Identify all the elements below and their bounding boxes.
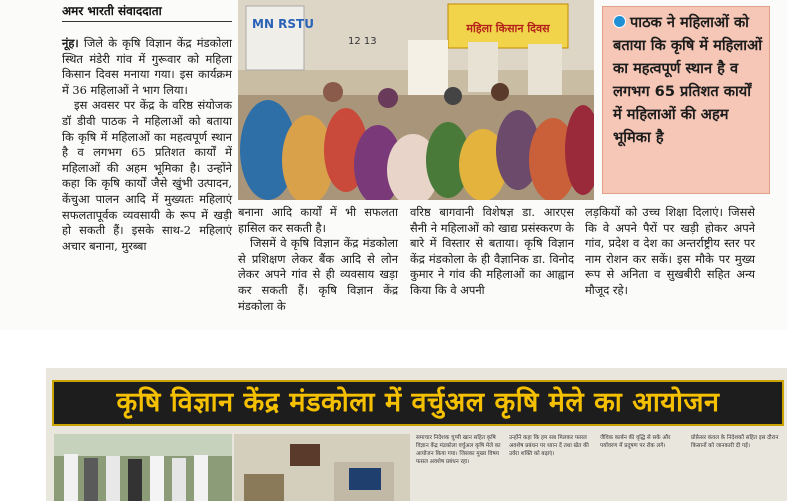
paragraph: इस अवसर पर केंद्र के वरिष्ठ संयोजक डॉ डीवी पाठक ने महिलाओं को बताया कि कृषि में महिलाओं का महत्वपूर्ण स्थान है व लगभग 65 प्रतिशत कार्यों में महिलाओं की अहम भूमिका है। उन्होंने कहा कि कृषि कार्यों जैसे खुंभी उत्पादन, केंचुआ पालन आदि में मुख्यतः महिलाएं सफलतापूर्वक व्यवसायी के रूप में खड़ी हो सकती हैं। इसके साथ-2 महिलाएं अचार बनाना, मुरब्बा <box>62 98 232 253</box>
bullet-icon <box>613 15 626 28</box>
paragraph: वरिष्ठ बागवानी विशेषज्ञ डा. आरएस सैनी ने महिलाओं को खाद्य प्रसंस्करण के बारे में विस्तार से बताया। कृषि विज्ञान केंद्र मंडकोला के ही वैज्ञानिक डा. विनोद कुमार ने गांव की महिलाओं का आह्वान किया कि वे अपनी <box>410 205 574 297</box>
article-column-4 <box>585 205 755 299</box>
newspaper-clipping-second <box>46 368 787 501</box>
separator <box>0 333 787 367</box>
event-photo-outdoor <box>54 434 232 501</box>
pull-quote-text: पाठक ने महिलाओं को बताया कि कृषि में महिलाओं का महत्वपूर्ण स्थान है व लगभग 65 प्रतिशत कार्यों में महिलाओं की अहम भूमिका है <box>613 14 762 146</box>
small-article-col-2: उन्होंने कहा कि हम सब मिलकर फसल अवशेष प्रबंधन पर ध्यान दें तथा खेत की उर्वरा शक्ति को बढ़ाएं। <box>509 435 589 457</box>
small-article-col-1: समाचार निदेशक चुप्पी खान सहित कृषि विज्ञान केंद्र मंडकोला वर्चुअल कृषि मेले का आयोजन किया गया। जिसका मुख्य विषय फसल अवशेष प्रबंधन रहा। <box>416 435 501 465</box>
paragraph: लड़कियों को उच्च शिक्षा दिलाएं। जिससे कि वे अपने पैरों पर खड़ी होकर अपने गांव, प्रदेश व देश का अन्तर्राष्ट्रीय स्तर पर नाम रोशन कर सकें। इस मौके पर मुख्य रूप से अनिता व सुखबीरी सहित अन्य मौजूद रहे। <box>585 205 755 297</box>
photo-banner-text: महिला किसान दिवस <box>466 22 550 35</box>
event-photo-indoor <box>234 434 410 501</box>
paragraph: जिसमें वे कृषि विज्ञान केंद्र मंडकोला से प्रशिक्षण लेकर बैंक आदि से लोन लेकर अपने गांव से ही व्यवसाय खड़ा कर सकती हैं। कृषि विज्ञान केंद्र मंडकोला के <box>238 236 398 313</box>
byline: अमर भारती संवाददाता <box>62 2 232 22</box>
dateline: नूंह। <box>62 36 79 50</box>
paragraph: जिले के कृषि विज्ञान केंद्र मंडकोला स्थित मंडेरी गांव में गुरूवार को महिला किसान दिवस मनाया गया। इस कार्यक्रम में 36 महिलाओं ने भाग लिया। <box>62 36 232 97</box>
article-column-3 <box>410 205 574 299</box>
article-photo <box>238 0 594 200</box>
photo-board-letters: MN RSTU <box>252 17 314 31</box>
headline-banner <box>52 380 784 426</box>
small-article-col-3: जैविक कार्बन की वृद्धि से सके और पर्यावरण में प्रदूषण पर रोक लगे। <box>600 435 671 449</box>
photo-board-numbers: 12 13 <box>348 36 377 47</box>
pull-quote-box <box>602 6 770 194</box>
paragraph: बनाना आदि कार्यों में भी सफलता हासिल कर सकती है। <box>238 205 398 235</box>
small-article-col-4: प्रोफ़ेसर कंवल के निदेशकों सहित इस दौरान किसानों को जानकारी दी गई। <box>691 435 779 449</box>
article-column-1 <box>62 36 232 254</box>
headline: कृषि विज्ञान केंद्र मंडकोला में वर्चुअल कृषि मेले का आयोजन <box>116 387 720 418</box>
article-column-2 <box>238 205 398 314</box>
